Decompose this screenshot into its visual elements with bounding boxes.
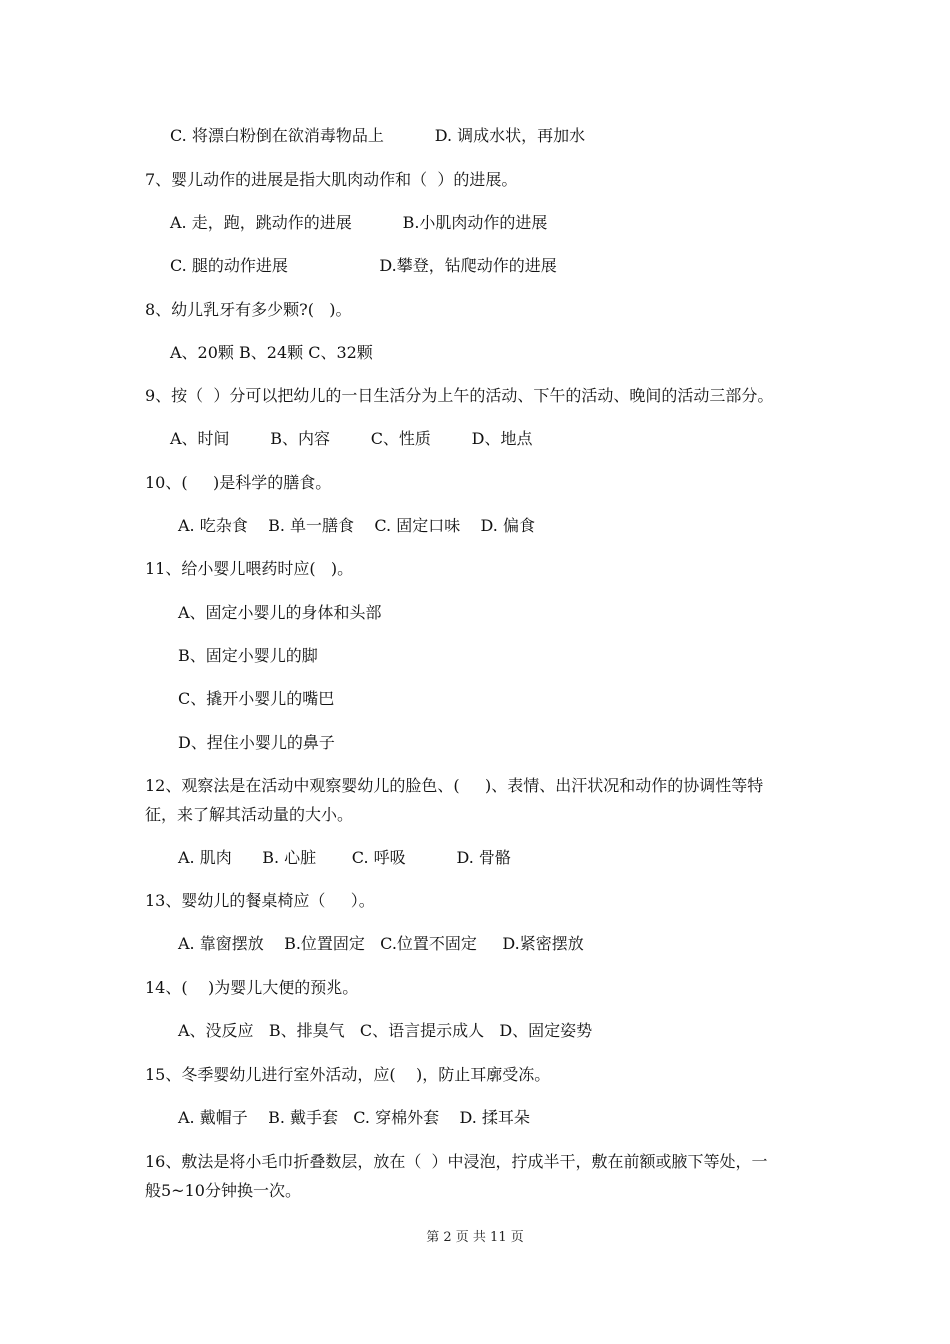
q15-options: A. 戴帽子 B. 戴手套 C. 穿棉外套 D. 揉耳朵 xyxy=(178,1108,530,1127)
q15-stem: 15、冬季婴幼儿进行室外活动，应( )，防止耳廓受冻。 xyxy=(145,1065,551,1084)
q7-options-cd: C. 腿的动作进展 D.攀登，钻爬动作的进展 xyxy=(170,256,557,275)
q11-option-d: D、捏住小婴儿的鼻子 xyxy=(178,733,335,752)
q12-stem-line2: 征，来了解其活动量的大小。 xyxy=(145,805,354,824)
q11-option-c: C、撬开小婴儿的嘴巴 xyxy=(178,689,335,708)
q7-stem: 7、婴儿动作的进展是指大肌肉动作和（ ）的进展。 xyxy=(145,170,518,189)
q16-stem-line2: 般5~10分钟换一次。 xyxy=(145,1181,301,1200)
q9-options: A、时间 B、内容 C、性质 D、地点 xyxy=(170,429,533,448)
q12-stem-line1: 12、观察法是在活动中观察婴幼儿的脸色、( )、表情、出汗状况和动作的协调性等特 xyxy=(145,776,764,795)
q16-stem-line1: 16、敷法是将小毛巾折叠数层，放在（ ）中浸泡，拧成半干，敷在前额或腋下等处，一 xyxy=(145,1152,768,1171)
q9-stem: 9、按（ ）分可以把幼儿的一日生活分为上午的活动、下午的活动、晚间的活动三部分。 xyxy=(145,386,774,405)
q6-options-cd: C. 将漂白粉倒在欲消毒物品上 D. 调成水状，再加水 xyxy=(170,126,586,145)
q8-options: A、20颗 B、24颗 C、32颗 xyxy=(170,343,373,362)
q8-stem: 8、幼儿乳牙有多少颗?( )。 xyxy=(145,300,352,319)
q11-option-a: A、固定小婴儿的身体和头部 xyxy=(178,603,382,622)
q11-option-b: B、固定小婴儿的脚 xyxy=(178,646,318,665)
q13-options: A. 靠窗摆放 B.位置固定 C.位置不固定 D.紧密摆放 xyxy=(178,934,584,953)
page-number-footer: 第 2 页 共 11 页 xyxy=(426,1230,524,1245)
q11-stem: 11、给小婴儿喂药时应( )。 xyxy=(145,559,354,578)
q12-options: A. 肌肉 B. 心脏 C. 呼吸 D. 骨骼 xyxy=(178,848,511,867)
q10-options: A. 吃杂食 B. 单一膳食 C. 固定口味 D. 偏食 xyxy=(178,516,535,535)
q7-options-ab: A. 走，跑，跳动作的进展 B.小肌肉动作的进展 xyxy=(170,213,548,232)
q14-options: A、没反应 B、排臭气 C、语言提示成人 D、固定姿势 xyxy=(178,1021,593,1040)
q10-stem: 10、( )是科学的膳食。 xyxy=(145,473,332,492)
q13-stem: 13、婴幼儿的餐桌椅应（ ）。 xyxy=(145,891,375,910)
q14-stem: 14、( )为婴儿大便的预兆。 xyxy=(145,978,359,997)
